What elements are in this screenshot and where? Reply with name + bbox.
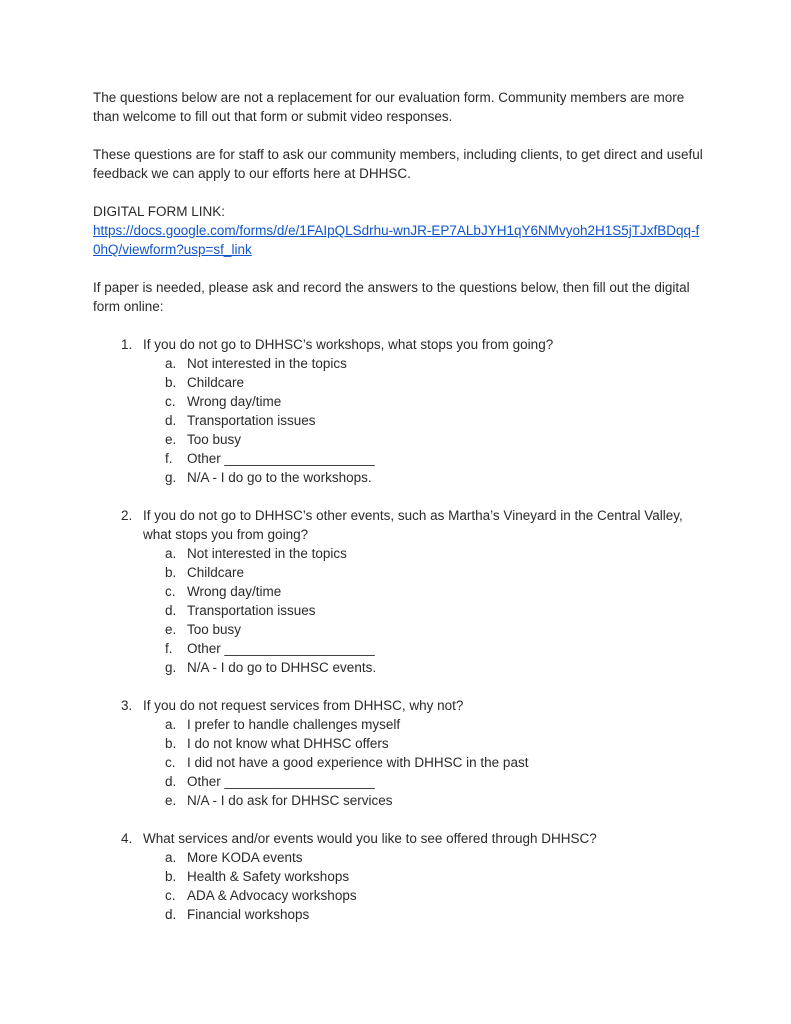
option-label: Too busy — [187, 432, 242, 447]
option-row — [93, 544, 705, 563]
option-label: Financial workshops — [187, 907, 310, 922]
option-letter: c. — [165, 394, 176, 409]
option-label: Wrong day/time — [187, 394, 282, 409]
option-row — [93, 582, 705, 601]
question-2-text: If you do not go to DHHSC’s other events, such as Martha’s Vineyard in the Central Valley, what stops you from going? — [143, 508, 683, 542]
option-label: Transportation issues — [187, 603, 316, 618]
option-label: Childcare — [187, 375, 245, 390]
option-letter: b. — [165, 565, 177, 580]
option-label: N/A - I do ask for DHHSC services — [187, 793, 393, 808]
question-list — [93, 335, 705, 924]
option-letter: e. — [165, 622, 177, 637]
question-4-text: What services and/or events would you like to see offered through DHHSC? — [143, 831, 597, 846]
option-letter: a. — [165, 546, 177, 561]
option-letter: g. — [165, 470, 177, 485]
option-row — [93, 791, 705, 810]
option-row — [93, 753, 705, 772]
question-1 — [93, 335, 705, 487]
option-label: Other ____________________ — [187, 641, 375, 656]
question-2-number: 2. — [121, 508, 133, 523]
option-letter: c. — [165, 584, 176, 599]
option-row — [93, 620, 705, 639]
option-label: I did not have a good experience with DHHSC in the past — [187, 755, 529, 770]
digital-form-label: DIGITAL FORM LINK: — [93, 204, 226, 219]
option-letter: g. — [165, 660, 177, 675]
option-row — [93, 772, 705, 791]
option-label: I prefer to handle challenges myself — [187, 717, 401, 732]
option-letter: d. — [165, 907, 177, 922]
option-label: Health & Safety workshops — [187, 869, 350, 884]
digital-form-section — [93, 202, 705, 259]
option-letter: e. — [165, 432, 177, 447]
option-letter: a. — [165, 850, 177, 865]
option-letter: d. — [165, 413, 177, 428]
question-1-text: If you do not go to DHHSC’s workshops, what stops you from going? — [143, 337, 554, 352]
intro-paragraph: The questions below are not a replacement for our evaluation form. Community members are more than welcome to fill out that form or submit video responses. — [93, 90, 685, 124]
option-row — [93, 848, 705, 867]
option-letter: b. — [165, 869, 177, 884]
question-1-number: 1. — [121, 337, 133, 352]
option-row — [93, 468, 705, 487]
purpose-paragraph: These questions are for staff to ask our community members, including clients, to get direct and useful feedback we can apply to our efforts here at DHHSC. — [93, 147, 703, 181]
option-label: N/A - I do go to the workshops. — [187, 470, 372, 485]
option-letter: b. — [165, 736, 177, 751]
option-label: Too busy — [187, 622, 242, 637]
option-row — [93, 449, 705, 468]
option-row — [93, 430, 705, 449]
option-row — [93, 354, 705, 373]
option-label: More KODA events — [187, 850, 303, 865]
option-label: Transportation issues — [187, 413, 316, 428]
option-label: Other ____________________ — [187, 451, 375, 466]
option-row — [93, 392, 705, 411]
option-label: I do not know what DHHSC offers — [187, 736, 389, 751]
option-letter: c. — [165, 888, 176, 903]
option-label: Wrong day/time — [187, 584, 282, 599]
option-row — [93, 601, 705, 620]
option-letter: f. — [165, 641, 173, 656]
option-row — [93, 639, 705, 658]
option-letter: d. — [165, 603, 177, 618]
option-letter: a. — [165, 717, 177, 732]
option-row — [93, 734, 705, 753]
option-row — [93, 373, 705, 392]
option-row — [93, 715, 705, 734]
option-row — [93, 563, 705, 582]
option-label: Other ____________________ — [187, 774, 375, 789]
question-3 — [93, 696, 705, 810]
option-label: Not interested in the topics — [187, 546, 347, 561]
paper-instruction-paragraph: If paper is needed, please ask and record the answers to the questions below, then fill out the digital form online: — [93, 280, 690, 314]
question-3-text: If you do not request services from DHHSC, why not? — [143, 698, 464, 713]
option-letter: e. — [165, 793, 177, 808]
option-letter: f. — [165, 451, 173, 466]
question-2 — [93, 506, 705, 677]
option-label: N/A - I do go to DHHSC events. — [187, 660, 377, 675]
option-row — [93, 658, 705, 677]
option-letter: c. — [165, 755, 176, 770]
option-row — [93, 411, 705, 430]
digital-form-link[interactable]: https://docs.google.com/forms/d/e/1FAIpQLSdrhu-wnJR-EP7ALbJYH1qY6NMvyoh2H1S5jTJxfBDqq-f0hQ/viewform?usp=sf_link — [93, 223, 700, 257]
option-letter: d. — [165, 774, 177, 789]
option-row — [93, 886, 705, 905]
option-label: Childcare — [187, 565, 245, 580]
option-row — [93, 867, 705, 886]
option-label: ADA & Advocacy workshops — [187, 888, 357, 903]
question-3-number: 3. — [121, 698, 133, 713]
question-4-number: 4. — [121, 831, 133, 846]
option-letter: a. — [165, 356, 177, 371]
option-row — [93, 905, 705, 924]
question-4 — [93, 829, 705, 924]
option-letter: b. — [165, 375, 177, 390]
option-label: Not interested in the topics — [187, 356, 347, 371]
